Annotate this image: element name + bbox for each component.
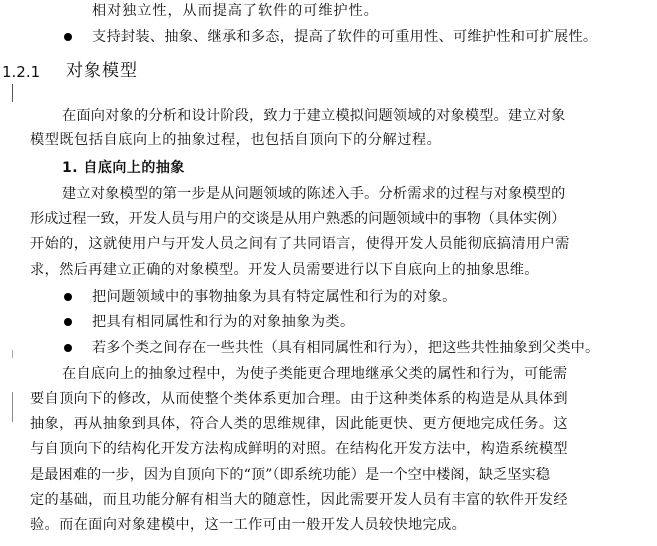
bullet-dot-top: [64, 33, 72, 41]
para2-line-1: 在自底向上的抽象过程中，为使子类能更合理地继承父类的属性和行为，可能需: [62, 366, 568, 382]
para2-line-2: 要自顶向下的修改，从而使整个类体系更加合理。由于这种类体系的构造是从具体到: [30, 391, 568, 407]
bullet-text-3: 若多个类之间存在一些共性（具有相同属性和行为），把这些共性抽象到父类中。: [92, 340, 600, 356]
para2-line-4: 与自顶向下的结构化开发方法构成鲜明的对照。在结构化开发方法中，构造系统模型: [30, 441, 568, 457]
bullet-dot-1: [64, 293, 72, 301]
section-title: 对象模型: [66, 61, 138, 81]
bullet-dot-2: [64, 318, 72, 326]
para2-line-5: 是最困难的一步，因为自顶向下的“顶”（即系统功能）是一个空中楼阁，缺乏坚实稳: [30, 467, 551, 483]
bullet-dot-3: [64, 344, 72, 352]
subsection-heading: 1. 自底向上的抽象: [62, 160, 185, 176]
margin-rule: [12, 350, 13, 358]
para1-line-2: 形成过程一致，开发人员与用户的交谈是从用户熟悉的问题领域中的事物（具体实例）: [30, 211, 566, 227]
para1-line-4: 求，然后再建立正确的对象模型。开发人员需要进行以下自底向上的抽象思维。: [30, 262, 539, 278]
section-number: 1.2.1: [2, 63, 41, 81]
margin-rule: [12, 392, 13, 422]
top-bullet-text: 支持封装、抽象、继承和多态，提高了软件的可重用性、可维护性和可扩展性。: [92, 29, 598, 45]
intro-line-1: 在面向对象的分析和设计阶段，致力于建立模拟问题领域的对象模型。建立对象: [62, 108, 566, 124]
intro-line-2: 模型既包括自底向上的抽象过程，也包括自顶向下的分解过程。: [30, 132, 442, 148]
para2-line-6: 定的基础，而且功能分解有相当大的随意性，因此需要开发人员有丰富的软件开发经: [30, 492, 568, 508]
top-line-1: 相对独立性，从而提高了软件的可维护性。: [92, 3, 379, 19]
bullet-text-2: 把具有相同属性和行为的对象抽象为类。: [92, 314, 355, 330]
margin-rule: [12, 84, 13, 102]
para2-line-7: 验。而在面向对象建模中，这一工作可由一般开发人员较快地完成。: [30, 517, 467, 533]
para2-line-3: 抽象，再从抽象到具体，符合人类的思维规律，因此能更快、更方便地完成任务。这: [30, 416, 568, 432]
para1-line-1: 建立对象模型的第一步是从问题领域的陈述入手。分析需求的过程与对象模型的: [62, 186, 566, 202]
para1-line-3: 开始的，这就使用户与开发人员之间有了共同语言，使得开发人员能彻底搞清用户需: [30, 236, 570, 252]
bullet-text-1: 把问题领域中的事物抽象为具有特定属性和行为的对象。: [92, 289, 457, 305]
